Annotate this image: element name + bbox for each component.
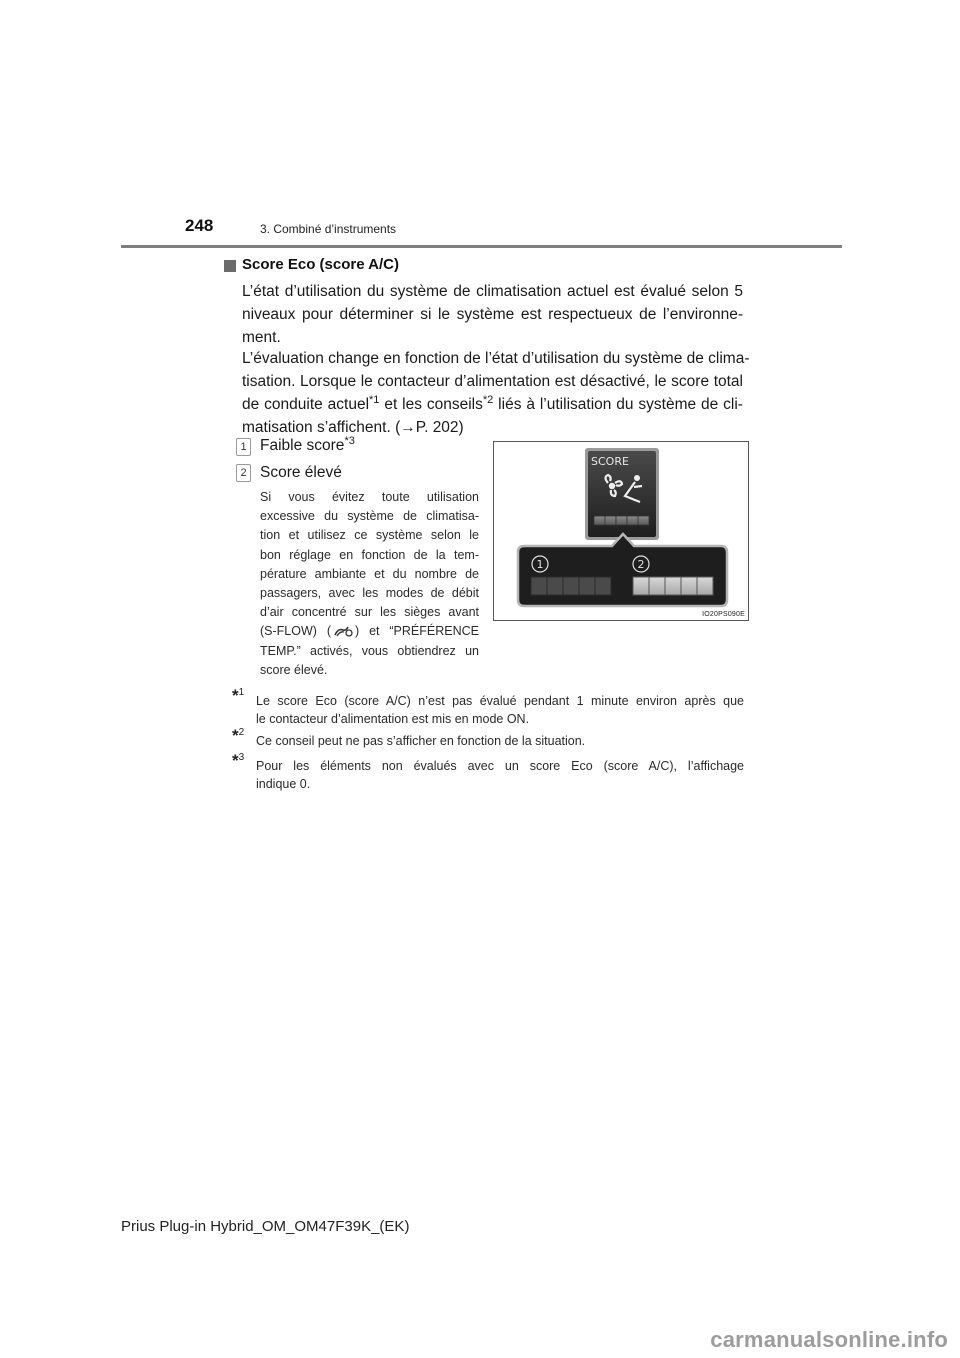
footnotes [232,686,744,802]
item-number-2: 2 [236,464,251,482]
score-bar-low [531,577,611,595]
score-display-label: SCORE [591,455,629,468]
description-line: tion et utilisez ce système selon le [260,528,479,543]
paragraph-line: L’état d’utilisation du système de climatisation actuel est évalué selon 5 [242,283,743,300]
section-title: Score Eco (score A/C) [242,256,399,273]
footnote-marker: *$^1$ [232,686,245,705]
chapter-title: 3. Combiné d’instruments [260,222,397,236]
score-display [585,448,659,540]
footnote-text: Pour les éléments non évalués avec un score Eco (score A/C), l’affichage indique 0. [256,759,744,791]
score-bar-high [633,577,713,595]
figure-code: IO20PS090E [702,611,745,618]
description-line: (S-FLOW) ( ) et “PRÉFÉRENCE [260,624,479,639]
footnote-marker: *$^3$ [232,751,245,770]
paragraph-line: de conduite actuel$^{*1}$ et les conseils$^{*2}$ liés à l’utilisation du système de cli- [242,394,743,413]
paragraph-line: L’évaluation change en fonction de l’état d’utilisation du système de clima- [242,350,750,367]
description-line: passagers, avec les modes de débit [260,586,479,601]
description-line: score élevé. [260,662,328,677]
score-callout [518,534,727,606]
paragraph-evaluation [242,347,750,439]
description-line: TEMP.” activés, vous obtiendrez un [260,643,479,658]
footnote-text: Le score Eco (score A/C) n’est pas évalué pendant 1 minute environ après que le contacteur d’alimentation est mis en mode ON. [256,694,744,726]
header-rule [121,245,842,248]
s-flow-icon [333,624,353,638]
callout-number-1: 1 [536,558,544,571]
item-label-low-score: Faible score$^{*3}$ [260,435,355,454]
paragraph-line: ment. [242,329,281,346]
paragraph-intro [242,280,743,349]
paragraph-line: tisation. Lorsque le contacteur d’alimentation est désactivé, le score total [242,373,743,390]
page-number: 248 [185,216,214,235]
eco-score-figure [493,441,749,621]
section-bullet-icon [224,260,236,272]
description-line: bon réglage en fonction de la tem- [260,547,479,562]
footnote-ref-1: *1 [369,394,380,406]
callout-number-2: 2 [637,558,645,571]
footnote-text: Ce conseil peut ne pas s’afficher en fonction de la situation. [256,734,586,748]
description-line: Si vous évitez toute utilisation [260,490,479,504]
item-label-high-score: Score élevé [260,464,342,481]
footnote-ref-3: *3 [344,435,355,447]
footer-document-id: Prius Plug-in Hybrid_OM_OM47F39K_(EK) [121,1218,410,1235]
page-reference: P. 202) [415,419,464,436]
description-line: excessive du système de climatisa- [260,509,479,524]
description-line: pérature ambiante et du nombre de [260,566,479,581]
footnote-marker: *$^2$ [232,726,245,745]
eco-score-illustration [494,442,748,620]
item-number-1: 1 [236,438,251,456]
description-line: d’air concentré sur les sièges avant [260,605,479,620]
watermark: carmanualsonline.info [710,1327,948,1352]
paragraph-line: niveaux pour déterminer si le système est respectueux de l’environne- [242,306,743,323]
score-bar-top [594,516,649,525]
high-score-description [260,488,479,680]
footnote-ref-2: *2 [482,394,494,406]
paragraph-line: matisation s’affichent. (→P. 202) [242,419,464,436]
arrow-icon: → [400,419,416,436]
